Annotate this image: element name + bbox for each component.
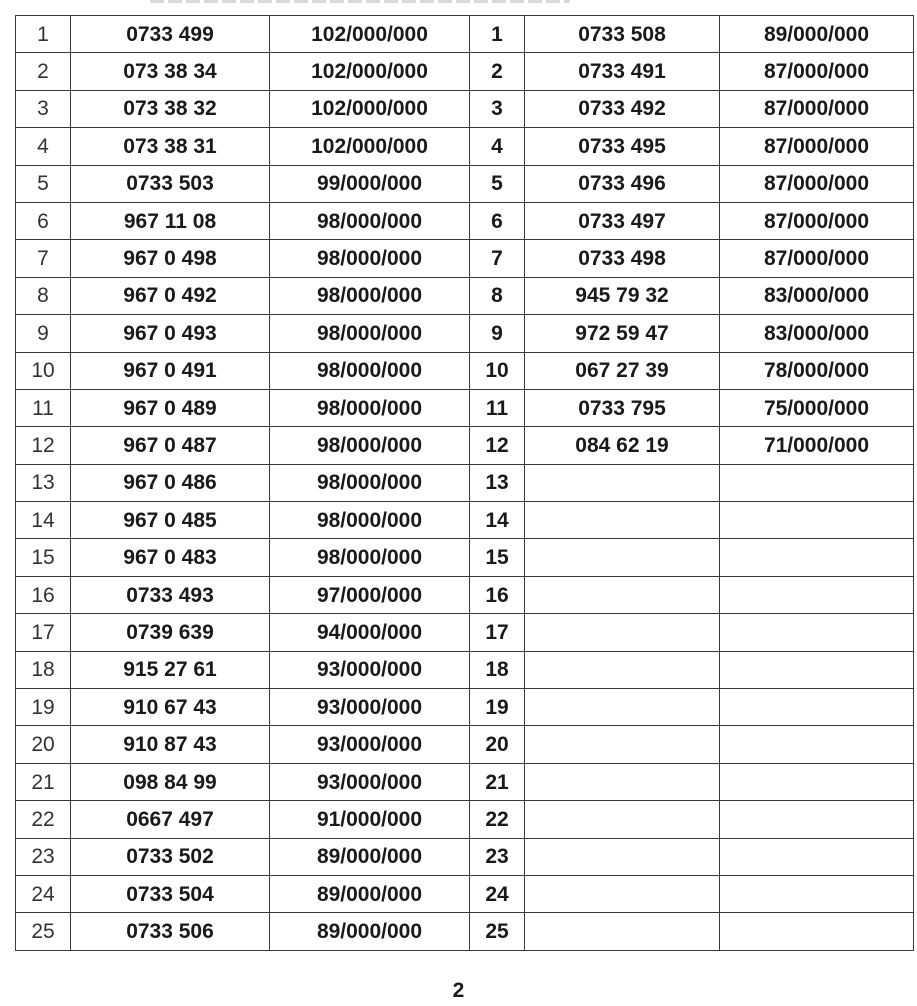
right-index-cell: 24 — [470, 875, 525, 912]
right-number-cell: 0733 496 — [525, 165, 720, 202]
left-index-cell: 18 — [16, 651, 71, 688]
table-row — [16, 202, 914, 239]
left-amount-cell: 94/000/000 — [270, 614, 470, 651]
left-index-cell: 4 — [16, 128, 71, 165]
right-amount-cell: 75/000/000 — [720, 389, 914, 426]
table-row — [16, 726, 914, 763]
right-amount-cell: 89/000/000 — [720, 16, 914, 53]
left-number-cell: 073 38 31 — [71, 128, 270, 165]
right-amount-cell: 87/000/000 — [720, 53, 914, 90]
left-index-cell: 10 — [16, 352, 71, 389]
left-amount-cell: 98/000/000 — [270, 315, 470, 352]
table-row — [16, 464, 914, 501]
right-number-cell — [525, 801, 720, 838]
right-amount-cell: 87/000/000 — [720, 202, 914, 239]
right-index-cell: 15 — [470, 539, 525, 576]
table-row — [16, 502, 914, 539]
left-amount-cell: 102/000/000 — [270, 90, 470, 127]
right-index-cell: 5 — [470, 165, 525, 202]
right-number-cell: 0733 491 — [525, 53, 720, 90]
right-amount-cell: 87/000/000 — [720, 128, 914, 165]
right-number-cell — [525, 763, 720, 800]
right-number-cell: 067 27 39 — [525, 352, 720, 389]
table-row — [16, 875, 914, 912]
left-index-cell: 24 — [16, 875, 71, 912]
table-row — [16, 838, 914, 875]
left-amount-cell: 89/000/000 — [270, 838, 470, 875]
page-number: 2 — [452, 979, 465, 1002]
table-row — [16, 913, 914, 950]
left-number-cell: 967 0 492 — [71, 277, 270, 314]
table-row — [16, 763, 914, 800]
left-number-cell: 0667 497 — [71, 801, 270, 838]
table-row — [16, 801, 914, 838]
left-amount-cell: 99/000/000 — [270, 165, 470, 202]
right-index-cell: 13 — [470, 464, 525, 501]
right-amount-cell: 87/000/000 — [720, 165, 914, 202]
right-amount-cell — [720, 651, 914, 688]
left-index-cell: 22 — [16, 801, 71, 838]
left-index-cell: 6 — [16, 202, 71, 239]
table-body — [16, 16, 914, 951]
table-row — [16, 614, 914, 651]
left-amount-cell: 98/000/000 — [270, 352, 470, 389]
right-index-cell: 25 — [470, 913, 525, 950]
right-number-cell — [525, 502, 720, 539]
right-index-cell: 20 — [470, 726, 525, 763]
left-amount-cell: 98/000/000 — [270, 277, 470, 314]
right-index-cell: 3 — [470, 90, 525, 127]
left-amount-cell: 98/000/000 — [270, 202, 470, 239]
right-amount-cell: 87/000/000 — [720, 240, 914, 277]
right-index-cell: 19 — [470, 689, 525, 726]
left-index-cell: 14 — [16, 502, 71, 539]
right-index-cell: 1 — [470, 16, 525, 53]
left-number-cell: 0733 499 — [71, 16, 270, 53]
left-index-cell: 25 — [16, 913, 71, 950]
table-row — [16, 651, 914, 688]
right-amount-cell — [720, 801, 914, 838]
left-index-cell: 11 — [16, 389, 71, 426]
right-amount-cell: 78/000/000 — [720, 352, 914, 389]
left-index-cell: 19 — [16, 689, 71, 726]
left-index-cell: 23 — [16, 838, 71, 875]
right-index-cell: 23 — [470, 838, 525, 875]
table-row — [16, 128, 914, 165]
right-number-cell — [525, 913, 720, 950]
right-index-cell: 22 — [470, 801, 525, 838]
right-index-cell: 11 — [470, 389, 525, 426]
left-index-cell: 5 — [16, 165, 71, 202]
left-index-cell: 2 — [16, 53, 71, 90]
left-number-cell: 967 0 485 — [71, 502, 270, 539]
right-index-cell: 16 — [470, 576, 525, 613]
left-index-cell: 7 — [16, 240, 71, 277]
table-row — [16, 352, 914, 389]
left-index-cell: 12 — [16, 427, 71, 464]
right-index-cell: 9 — [470, 315, 525, 352]
left-number-cell: 0733 502 — [71, 838, 270, 875]
right-number-cell: 0733 508 — [525, 16, 720, 53]
right-index-cell: 6 — [470, 202, 525, 239]
table-row — [16, 240, 914, 277]
right-number-cell — [525, 614, 720, 651]
left-index-cell: 8 — [16, 277, 71, 314]
right-number-cell — [525, 726, 720, 763]
left-number-cell: 910 87 43 — [71, 726, 270, 763]
right-number-cell — [525, 576, 720, 613]
left-index-cell: 1 — [16, 16, 71, 53]
left-number-cell: 967 0 487 — [71, 427, 270, 464]
table-row — [16, 689, 914, 726]
left-index-cell: 9 — [16, 315, 71, 352]
right-index-cell: 4 — [470, 128, 525, 165]
right-amount-cell — [720, 689, 914, 726]
table-row — [16, 576, 914, 613]
right-number-cell: 084 62 19 — [525, 427, 720, 464]
left-number-cell: 0733 504 — [71, 875, 270, 912]
right-number-cell: 0733 495 — [525, 128, 720, 165]
right-index-cell: 14 — [470, 502, 525, 539]
table-row — [16, 315, 914, 352]
left-amount-cell: 98/000/000 — [270, 502, 470, 539]
left-amount-cell: 93/000/000 — [270, 726, 470, 763]
right-amount-cell — [720, 726, 914, 763]
table-row — [16, 427, 914, 464]
right-number-cell: 0733 492 — [525, 90, 720, 127]
left-amount-cell: 93/000/000 — [270, 689, 470, 726]
left-amount-cell: 93/000/000 — [270, 651, 470, 688]
left-number-cell: 967 0 489 — [71, 389, 270, 426]
right-amount-cell: 83/000/000 — [720, 277, 914, 314]
left-index-cell: 16 — [16, 576, 71, 613]
right-amount-cell: 87/000/000 — [720, 90, 914, 127]
right-number-cell — [525, 689, 720, 726]
right-index-cell: 17 — [470, 614, 525, 651]
right-amount-cell — [720, 875, 914, 912]
left-amount-cell: 97/000/000 — [270, 576, 470, 613]
left-amount-cell: 102/000/000 — [270, 128, 470, 165]
right-number-cell — [525, 464, 720, 501]
left-amount-cell: 98/000/000 — [270, 240, 470, 277]
right-number-cell — [525, 651, 720, 688]
right-number-cell: 972 59 47 — [525, 315, 720, 352]
table-row — [16, 165, 914, 202]
right-index-cell: 18 — [470, 651, 525, 688]
right-amount-cell — [720, 576, 914, 613]
left-index-cell: 3 — [16, 90, 71, 127]
left-number-cell: 967 0 483 — [71, 539, 270, 576]
right-amount-cell — [720, 763, 914, 800]
left-amount-cell: 102/000/000 — [270, 53, 470, 90]
table-row — [16, 389, 914, 426]
right-amount-cell — [720, 539, 914, 576]
right-number-cell: 0733 498 — [525, 240, 720, 277]
left-amount-cell: 91/000/000 — [270, 801, 470, 838]
right-index-cell: 10 — [470, 352, 525, 389]
left-number-cell: 910 67 43 — [71, 689, 270, 726]
left-index-cell: 21 — [16, 763, 71, 800]
left-number-cell: 967 0 491 — [71, 352, 270, 389]
right-index-cell: 7 — [470, 240, 525, 277]
left-number-cell: 967 0 493 — [71, 315, 270, 352]
right-index-cell: 2 — [470, 53, 525, 90]
table-row — [16, 539, 914, 576]
left-number-cell: 0733 506 — [71, 913, 270, 950]
right-number-cell — [525, 875, 720, 912]
left-amount-cell: 98/000/000 — [270, 427, 470, 464]
left-amount-cell: 89/000/000 — [270, 913, 470, 950]
right-amount-cell: 83/000/000 — [720, 315, 914, 352]
table-row — [16, 16, 914, 53]
phone-number-price-table — [15, 15, 914, 951]
left-number-cell: 0739 639 — [71, 614, 270, 651]
right-amount-cell — [720, 838, 914, 875]
right-number-cell: 0733 795 — [525, 389, 720, 426]
left-number-cell: 0733 493 — [71, 576, 270, 613]
left-amount-cell: 93/000/000 — [270, 763, 470, 800]
right-number-cell: 0733 497 — [525, 202, 720, 239]
left-number-cell: 0733 503 — [71, 165, 270, 202]
cropped-header-text — [150, 0, 570, 6]
right-amount-cell — [720, 614, 914, 651]
table-row — [16, 53, 914, 90]
right-amount-cell — [720, 464, 914, 501]
left-number-cell: 967 11 08 — [71, 202, 270, 239]
right-index-cell: 21 — [470, 763, 525, 800]
left-number-cell: 098 84 99 — [71, 763, 270, 800]
left-index-cell: 17 — [16, 614, 71, 651]
left-amount-cell: 89/000/000 — [270, 875, 470, 912]
left-amount-cell: 98/000/000 — [270, 389, 470, 426]
right-index-cell: 8 — [470, 277, 525, 314]
right-amount-cell — [720, 502, 914, 539]
left-amount-cell: 102/000/000 — [270, 16, 470, 53]
right-amount-cell: 71/000/000 — [720, 427, 914, 464]
right-number-cell: 945 79 32 — [525, 277, 720, 314]
left-amount-cell: 98/000/000 — [270, 539, 470, 576]
left-index-cell: 13 — [16, 464, 71, 501]
left-index-cell: 20 — [16, 726, 71, 763]
right-number-cell — [525, 539, 720, 576]
left-number-cell: 967 0 498 — [71, 240, 270, 277]
left-number-cell: 915 27 61 — [71, 651, 270, 688]
left-number-cell: 073 38 34 — [71, 53, 270, 90]
left-number-cell: 073 38 32 — [71, 90, 270, 127]
left-index-cell: 15 — [16, 539, 71, 576]
table-row — [16, 90, 914, 127]
right-number-cell — [525, 838, 720, 875]
left-amount-cell: 98/000/000 — [270, 464, 470, 501]
right-amount-cell — [720, 913, 914, 950]
left-number-cell: 967 0 486 — [71, 464, 270, 501]
table-row — [16, 277, 914, 314]
right-index-cell: 12 — [470, 427, 525, 464]
